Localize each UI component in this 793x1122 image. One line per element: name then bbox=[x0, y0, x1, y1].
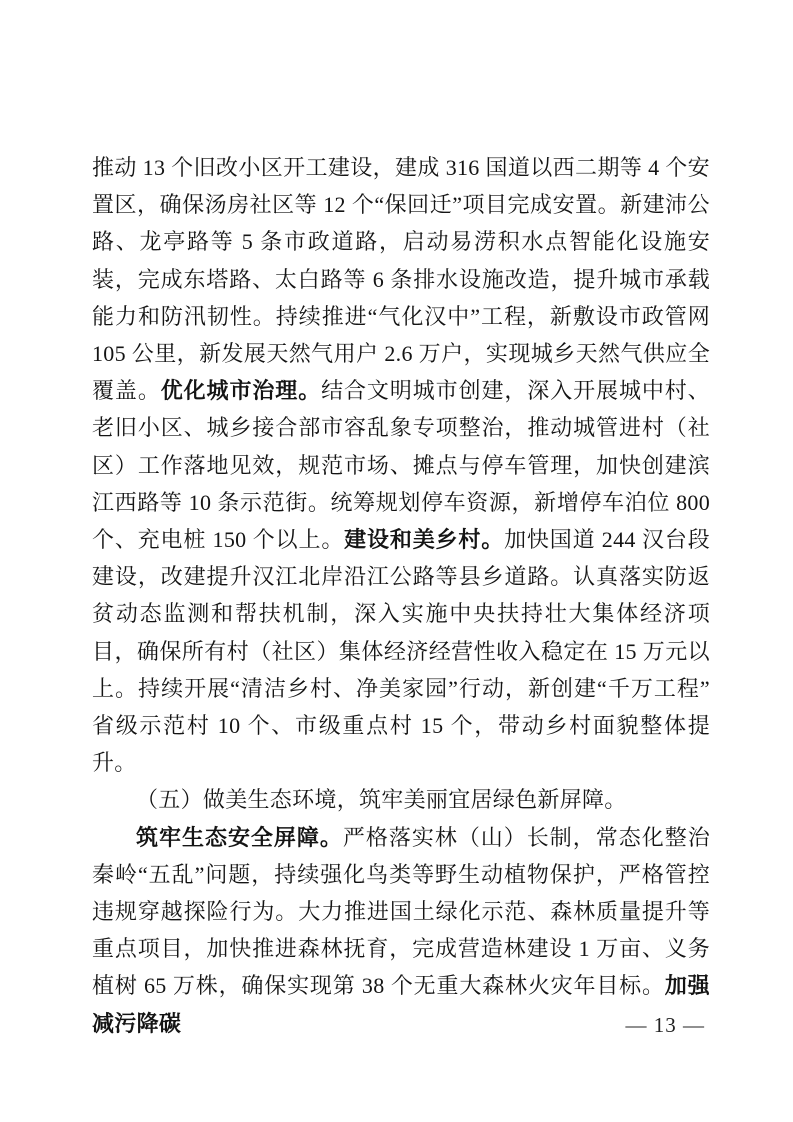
paragraph-urban-rural-development bbox=[92, 149, 710, 781]
body-run: 结合文明城市创建，深入开展城中村、老旧小区、城乡接合部市容乱象专项整治，推动城管进村（社区）工作落地见效，规范市场、摊点与停车管理，加快创建滨江西路等 10 条示范街。统筹规划停车资源，新增停车泊位 800 个、充电桩 150 个以上。 bbox=[92, 378, 710, 553]
inline-bold-heading-pollution-carbon: 加强减污降碳 bbox=[92, 973, 710, 1036]
body-run: 严格落实林（山）长制，常态化整治秦岭“五乱”问题，持续强化鸟类等野生动植物保护，严格管控违规穿越探险行为。大力推进国土绿化示范、森林质量提升等重点项目，加快推进森林抚育，完成营造林建设 1 万亩、义务植树 65 万株，确保实现第 38 个无重大森林火灾年目标。 bbox=[92, 824, 710, 999]
paragraph-ecological-security bbox=[92, 819, 710, 1042]
inline-bold-heading-urban-governance: 优化城市治理。 bbox=[160, 378, 322, 404]
inline-bold-heading-beautiful-villages: 建设和美乡村。 bbox=[344, 527, 505, 553]
section-heading-text: （五）做美生态环境，筑牢美丽宜居绿色新屏障。 bbox=[136, 787, 627, 813]
body-text bbox=[92, 149, 710, 1042]
section-five-heading bbox=[92, 781, 710, 818]
inline-bold-heading-ecological-barrier: 筑牢生态安全屏障。 bbox=[136, 824, 343, 850]
page-number: — 13 — bbox=[625, 1013, 705, 1037]
body-run: 推动 13 个旧改小区开工建设，建成 316 国道以西二期等 4 个安置区，确保汤房社区等 12 个“保回迁”项目完成安置。新建沛公路、龙亭路等 5 条市政道路，启动易涝积水点智能化设施安装，完成东塔路、太白路等 6 条排水设施改造，提升城市承载能力和防汛韧性。持续推进“气化汉中”工程，新敷设市政管网 105 公里，新发展天然气用户 2.6 万户，实现城乡天然气供应全覆盖。 bbox=[92, 155, 710, 404]
body-run: 加快国道 244 汉台段建设，改建提升汉江北岸沿江公路等县乡道路。认真落实防返贫动态监测和帮扶机制，深入实施中央扶持壮大集体经济项目，确保所有村（社区）集体经济经营性收入稳定在 15 万元以上。持续开展“清洁乡村、净美家园”行动，新创建“千万工程”省级示范村 10 个、市级重点村 15 个，带动乡村面貌整体提升。 bbox=[92, 527, 711, 776]
